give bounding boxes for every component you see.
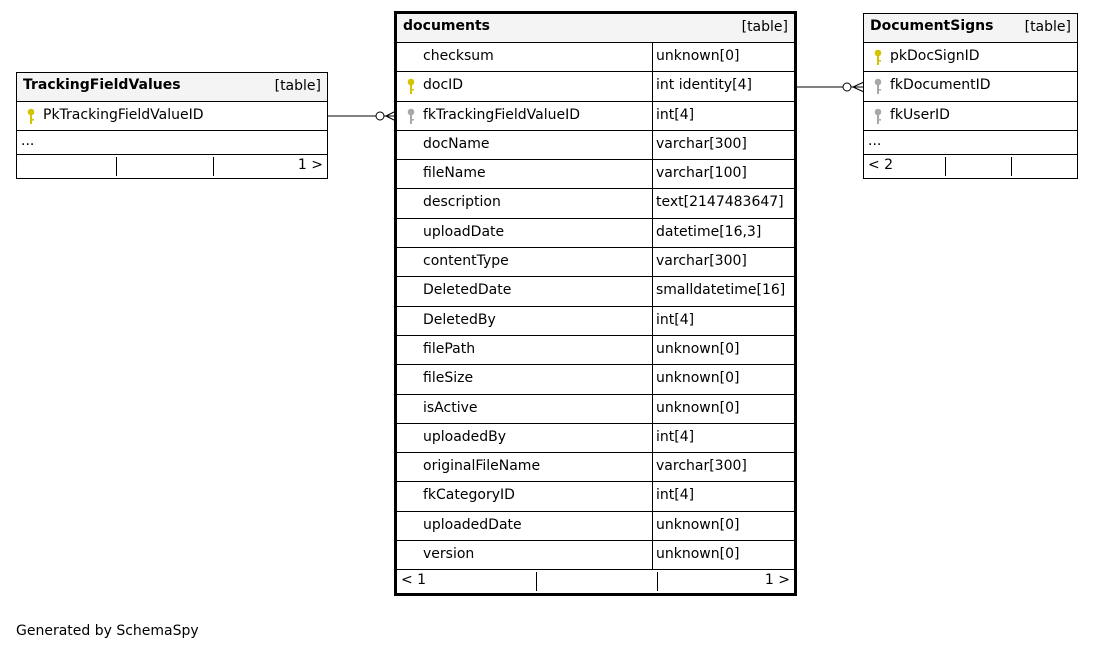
column-name: fkTrackingFieldValueID [423,106,580,123]
parents-count: < 1 [401,572,427,589]
column-name: docID [423,77,464,94]
column-row[interactable] [864,72,1077,101]
column-row[interactable] [397,277,794,306]
column-name: description [423,194,501,211]
column-name: uploadDate [423,223,505,240]
column-row[interactable] [397,453,794,482]
column-name: fkCategoryID [423,487,515,504]
column-row[interactable] [397,424,794,453]
column-name: pkDocSignID [890,48,980,64]
table-documentsigns[interactable] [863,13,1078,179]
column-name: filePath [423,340,476,357]
column-name: uploadedBy [423,428,507,445]
column-row[interactable] [397,160,794,189]
column-row[interactable] [864,43,1077,72]
more-columns [864,131,1077,155]
table-name: TrackingFieldValues [23,77,181,93]
column-row[interactable] [397,131,794,160]
column-type: smalldatetime[16] [656,282,786,299]
column-name: fileName [423,165,486,182]
column-row[interactable] [397,102,794,131]
children-count: 1 > [764,572,790,589]
ellipsis-text: ... [868,132,882,149]
column-row[interactable] [397,189,794,218]
column-row[interactable] [17,102,327,131]
column-row[interactable] [397,219,794,248]
column-type: unknown[0] [656,370,740,387]
table-header [17,73,327,102]
column-row[interactable] [397,307,794,336]
column-row[interactable] [397,72,794,101]
column-row[interactable] [397,365,794,394]
edge-tracking-to-documents [328,111,396,121]
column-name: PkTrackingFieldValueID [43,107,204,123]
column-name: DeletedBy [423,311,496,328]
column-type: unknown[0] [656,516,740,533]
primary-key-icon [26,108,36,125]
column-name: DeletedDate [423,282,512,299]
children-count: 1 > [297,157,323,174]
foreign-key-icon [873,108,883,125]
table-footer [864,155,1077,178]
column-name: checksum [423,48,494,64]
table-header [397,14,794,43]
column-type: datetime[16,3] [656,223,762,240]
table-documents[interactable] [394,11,797,596]
table-type: [table] [274,78,321,94]
table-type: [table] [1024,19,1071,35]
column-name: isActive [423,399,478,416]
column-row[interactable] [397,541,794,570]
column-name: uploadedDate [423,516,522,533]
column-type: unknown[0] [656,48,740,64]
column-name: contentType [423,253,509,270]
foreign-key-icon [406,108,416,125]
column-row[interactable] [397,395,794,424]
column-type: int[4] [656,311,695,328]
column-row[interactable] [864,102,1077,131]
column-type: int identity[4] [656,77,752,94]
column-type: varchar[300] [656,135,747,152]
table-footer [397,570,794,593]
column-row[interactable] [397,43,794,72]
column-name: originalFileName [423,458,541,475]
column-name: fkDocumentID [890,77,991,94]
column-row[interactable] [397,248,794,277]
column-type: unknown[0] [656,399,740,416]
column-type: varchar[100] [656,165,747,182]
column-type: varchar[300] [656,253,747,270]
edge-documents-to-documentsigns [796,82,864,92]
column-row[interactable] [397,336,794,365]
parents-count: < 2 [868,156,894,173]
table-name: DocumentSigns [870,18,994,34]
column-type: unknown[0] [656,546,740,563]
column-name: version [423,546,475,563]
table-name: documents [403,18,490,34]
column-type: unknown[0] [656,340,740,357]
column-type: varchar[300] [656,458,747,475]
table-type: [table] [741,19,788,35]
primary-key-icon [406,78,416,95]
ellipsis-text: ... [21,133,35,150]
table-trackingfieldvalues[interactable] [16,72,328,179]
primary-key-icon [873,49,883,66]
table-footer [17,155,327,178]
column-name: docName [423,135,490,152]
column-type: int[4] [656,428,695,445]
more-columns [17,131,327,155]
column-type: int[4] [656,487,695,504]
column-type: text[2147483647] [656,194,784,211]
foreign-key-icon [873,78,883,95]
column-name: fkUserID [890,106,950,123]
column-name: fileSize [423,370,474,387]
generated-by-label: Generated by SchemaSpy [16,623,199,639]
table-header [864,14,1077,43]
column-row[interactable] [397,512,794,541]
column-row[interactable] [397,482,794,511]
column-type: int[4] [656,106,695,123]
